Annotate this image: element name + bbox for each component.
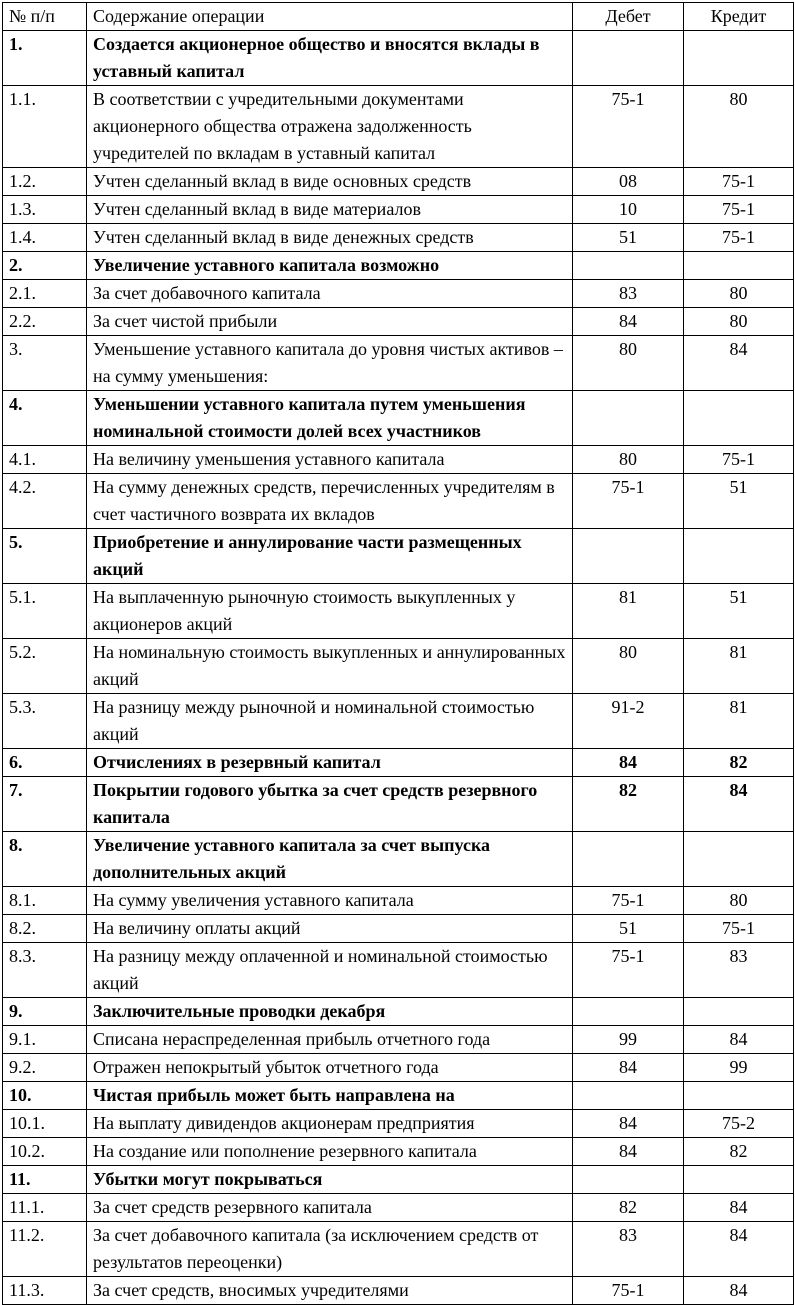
credit-account <box>684 529 794 584</box>
debit-account: 51 <box>573 224 684 252</box>
operation-description: Учтен сделанный вклад в виде материалов <box>87 196 573 224</box>
credit-account: 75-1 <box>684 196 794 224</box>
debit-account: 51 <box>573 915 684 943</box>
operation-description: На величину уменьшения уставного капитала <box>87 446 573 474</box>
table-row <box>3 639 794 694</box>
section-row <box>3 832 794 887</box>
debit-account: 82 <box>573 777 684 832</box>
row-number: 1.4. <box>3 224 87 252</box>
debit-account: 81 <box>573 584 684 639</box>
credit-account: 84 <box>684 1194 794 1222</box>
credit-account <box>684 998 794 1026</box>
table-row <box>3 1110 794 1138</box>
table-row <box>3 1277 794 1305</box>
row-number: 9.1. <box>3 1026 87 1054</box>
operation-description: Чистая прибыль может быть направлена на <box>87 1082 573 1110</box>
operation-description: Учтен сделанный вклад в виде основных средств <box>87 168 573 196</box>
credit-account: 80 <box>684 280 794 308</box>
debit-account: 83 <box>573 1222 684 1277</box>
debit-account: 99 <box>573 1026 684 1054</box>
row-number: 1. <box>3 31 87 86</box>
credit-account: 82 <box>684 1138 794 1166</box>
table-row <box>3 915 794 943</box>
operation-description: Уменьшении уставного капитала путем уменьшения номинальной стоимости долей всех участников <box>87 391 573 446</box>
credit-account <box>684 1082 794 1110</box>
credit-account <box>684 391 794 446</box>
row-number: 2.1. <box>3 280 87 308</box>
operation-description: На выплату дивидендов акционерам предприятия <box>87 1110 573 1138</box>
operation-description: Создается акционерное общество и вносятся вклады в уставный капитал <box>87 31 573 86</box>
row-number: 4.1. <box>3 446 87 474</box>
debit-account <box>573 391 684 446</box>
row-number: 8.3. <box>3 943 87 998</box>
row-number: 5.1. <box>3 584 87 639</box>
table-row <box>3 1194 794 1222</box>
row-number: 11.2. <box>3 1222 87 1277</box>
section-row <box>3 1082 794 1110</box>
operation-description: За счет чистой прибыли <box>87 308 573 336</box>
header-content: Содержание операции <box>87 3 573 31</box>
table-row <box>3 446 794 474</box>
row-number: 1.2. <box>3 168 87 196</box>
table-row <box>3 584 794 639</box>
credit-account: 80 <box>684 86 794 168</box>
header-row <box>3 3 794 31</box>
debit-account: 83 <box>573 280 684 308</box>
credit-account: 51 <box>684 584 794 639</box>
table-row <box>3 887 794 915</box>
debit-account <box>573 998 684 1026</box>
row-number: 8.2. <box>3 915 87 943</box>
credit-account <box>684 252 794 280</box>
table-row <box>3 280 794 308</box>
debit-account <box>573 252 684 280</box>
operation-description: На разницу между рыночной и номинальной стоимостью акций <box>87 694 573 749</box>
debit-account: 84 <box>573 1054 684 1082</box>
operation-description: Убытки могут покрываться <box>87 1166 573 1194</box>
operation-description: Отражен непокрытый убыток отчетного года <box>87 1054 573 1082</box>
operation-description: Приобретение и аннулирование части размещенных акций <box>87 529 573 584</box>
table-row <box>3 943 794 998</box>
table-row <box>3 308 794 336</box>
credit-account <box>684 832 794 887</box>
section-row <box>3 749 794 777</box>
operation-description: На величину оплаты акций <box>87 915 573 943</box>
operation-description: На разницу между оплаченной и номинальной стоимостью акций <box>87 943 573 998</box>
row-number: 5.3. <box>3 694 87 749</box>
operation-description: За счет средств резервного капитала <box>87 1194 573 1222</box>
operation-description: На выплаченную рыночную стоимость выкупленных у акционеров акций <box>87 584 573 639</box>
row-number: 10. <box>3 1082 87 1110</box>
credit-account: 83 <box>684 943 794 998</box>
operation-description: Покрытии годового убытка за счет средств резервного капитала <box>87 777 573 832</box>
operation-description: Уменьшение уставного капитала до уровня чистых активов – на сумму уменьшения: <box>87 336 573 391</box>
section-row <box>3 529 794 584</box>
operation-description: На сумму денежных средств, перечисленных учредителям в счет частичного возврата их вкладов <box>87 474 573 529</box>
row-number: 7. <box>3 777 87 832</box>
operation-description: На создание или пополнение резервного капитала <box>87 1138 573 1166</box>
operation-description: На номинальную стоимость выкупленных и аннулированных акций <box>87 639 573 694</box>
section-row <box>3 252 794 280</box>
section-row <box>3 998 794 1026</box>
operation-description: Увеличение уставного капитала возможно <box>87 252 573 280</box>
debit-account: 75-1 <box>573 1277 684 1305</box>
row-number: 11.3. <box>3 1277 87 1305</box>
operation-description: Заключительные проводки декабря <box>87 998 573 1026</box>
operations-table <box>2 2 794 1305</box>
operation-description: За счет средств, вносимых учредителями <box>87 1277 573 1305</box>
debit-account <box>573 31 684 86</box>
debit-account: 08 <box>573 168 684 196</box>
debit-account: 75-1 <box>573 86 684 168</box>
credit-account: 84 <box>684 1026 794 1054</box>
section-row <box>3 777 794 832</box>
table-row <box>3 1138 794 1166</box>
operation-description: Увеличение уставного капитала за счет выпуска дополнительных акций <box>87 832 573 887</box>
row-number: 9.2. <box>3 1054 87 1082</box>
table-row <box>3 1026 794 1054</box>
credit-account <box>684 31 794 86</box>
row-number: 9. <box>3 998 87 1026</box>
debit-account <box>573 529 684 584</box>
operation-description: Списана нераспределенная прибыль отчетного года <box>87 1026 573 1054</box>
table-row <box>3 694 794 749</box>
credit-account: 51 <box>684 474 794 529</box>
credit-account: 84 <box>684 336 794 391</box>
debit-account: 82 <box>573 1194 684 1222</box>
debit-account: 75-1 <box>573 887 684 915</box>
row-number: 2.2. <box>3 308 87 336</box>
table-row <box>3 1222 794 1277</box>
debit-account: 91-2 <box>573 694 684 749</box>
header-debit: Дебет <box>573 3 684 31</box>
debit-account <box>573 1166 684 1194</box>
operation-description: На сумму увеличения уставного капитала <box>87 887 573 915</box>
operation-description: За счет добавочного капитала (за исключением средств от результатов переоценки) <box>87 1222 573 1277</box>
row-number: 11.1. <box>3 1194 87 1222</box>
table-row <box>3 224 794 252</box>
operation-description: В соответствии с учредительными документами акционерного общества отражена задолженность учредителей по вкладам в уставный капитал <box>87 86 573 168</box>
credit-account: 80 <box>684 308 794 336</box>
debit-account <box>573 1082 684 1110</box>
row-number: 10.2. <box>3 1138 87 1166</box>
row-number: 3. <box>3 336 87 391</box>
table-row <box>3 474 794 529</box>
credit-account: 84 <box>684 1277 794 1305</box>
debit-account <box>573 832 684 887</box>
credit-account: 75-1 <box>684 915 794 943</box>
table-body <box>3 31 794 1305</box>
credit-account: 84 <box>684 1222 794 1277</box>
table-row <box>3 196 794 224</box>
debit-account: 84 <box>573 1138 684 1166</box>
credit-account: 75-1 <box>684 168 794 196</box>
credit-account: 99 <box>684 1054 794 1082</box>
row-number: 10.1. <box>3 1110 87 1138</box>
debit-account: 10 <box>573 196 684 224</box>
row-number: 1.3. <box>3 196 87 224</box>
credit-account <box>684 1166 794 1194</box>
credit-account: 80 <box>684 887 794 915</box>
header-num: № п/п <box>3 3 87 31</box>
operation-description: За счет добавочного капитала <box>87 280 573 308</box>
debit-account: 75-1 <box>573 943 684 998</box>
section-row <box>3 1166 794 1194</box>
row-number: 4. <box>3 391 87 446</box>
row-number: 4.2. <box>3 474 87 529</box>
row-number: 6. <box>3 749 87 777</box>
credit-account: 84 <box>684 777 794 832</box>
debit-account: 80 <box>573 446 684 474</box>
operation-description: Отчислениях в резервный капитал <box>87 749 573 777</box>
row-number: 5. <box>3 529 87 584</box>
row-number: 8. <box>3 832 87 887</box>
row-number: 1.1. <box>3 86 87 168</box>
debit-account: 80 <box>573 639 684 694</box>
credit-account: 75-1 <box>684 446 794 474</box>
table-row <box>3 1054 794 1082</box>
row-number: 5.2. <box>3 639 87 694</box>
debit-account: 75-1 <box>573 474 684 529</box>
table-row <box>3 168 794 196</box>
row-number: 2. <box>3 252 87 280</box>
credit-account: 75-2 <box>684 1110 794 1138</box>
row-number: 11. <box>3 1166 87 1194</box>
credit-account: 75-1 <box>684 224 794 252</box>
credit-account: 82 <box>684 749 794 777</box>
row-number: 8.1. <box>3 887 87 915</box>
debit-account: 80 <box>573 336 684 391</box>
debit-account: 84 <box>573 749 684 777</box>
section-row <box>3 391 794 446</box>
credit-account: 81 <box>684 694 794 749</box>
section-row <box>3 31 794 86</box>
table-row <box>3 336 794 391</box>
debit-account: 84 <box>573 1110 684 1138</box>
operation-description: Учтен сделанный вклад в виде денежных средств <box>87 224 573 252</box>
table-row <box>3 86 794 168</box>
credit-account: 81 <box>684 639 794 694</box>
header-credit: Кредит <box>684 3 794 31</box>
debit-account: 84 <box>573 308 684 336</box>
